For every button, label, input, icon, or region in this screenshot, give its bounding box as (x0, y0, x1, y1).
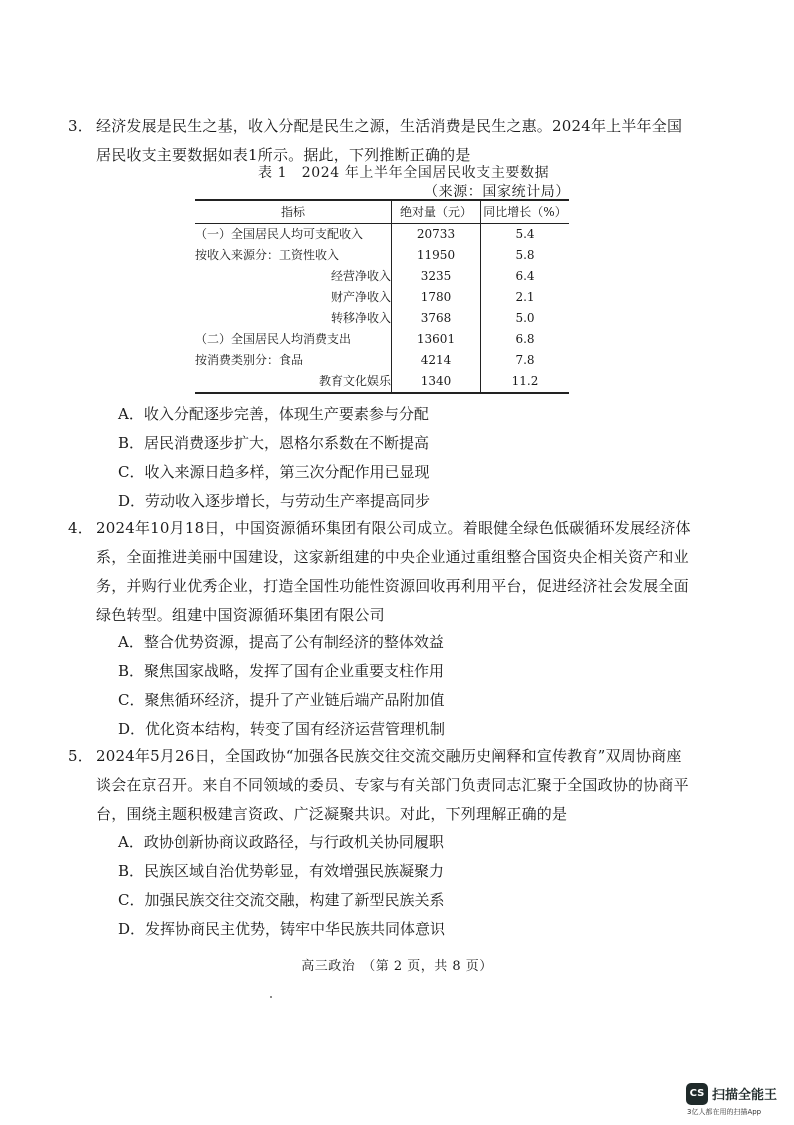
question-4-stem (68, 514, 696, 630)
table-row (195, 350, 569, 371)
table-row (195, 308, 569, 329)
row-label: 财产净收入 (195, 287, 392, 308)
camscanner-tagline: 3亿人都在用的扫描App (687, 1108, 762, 1116)
row-value: 20733 (392, 224, 481, 246)
header-absolute: 绝对量（元） (392, 200, 481, 224)
question-4-option-d: D．优化资本结构，转变了国有经济运营管理机制 (118, 720, 446, 738)
question-4-option-c: C．聚焦循环经济，提升了产业链后端产品附加值 (118, 691, 445, 709)
question-3-text: 经济发展是民生之基，收入分配是民生之源，生活消费是民生之惠。2024年上半年全国居民收支主要数据如表1所示。据此，下列推断正确的是 (96, 117, 683, 164)
row-value: 1340 (392, 371, 481, 393)
row-label: 经营净收入 (195, 266, 392, 287)
question-3-option-b: B．居民消费逐步扩大，恩格尔系数在不断提高 (118, 434, 430, 452)
question-5-text: 2024年5月26日，全国政协“加强各民族交往交流交融历史阐释和宣传教育”双周协商座谈会在京召开。来自不同领域的委员、专家与有关部门负责同志汇聚于全国政协的协商平台，围绕主题积极建言资政、广泛凝聚共识。对此，下列理解正确的是 (96, 747, 689, 823)
header-growth: 同比增长（%） (481, 200, 570, 224)
question-4-option-b: B．聚焦国家战略，发挥了国有企业重要支柱作用 (118, 662, 445, 680)
page-footer: 高三政治 （第 2 页，共 8 页） (301, 959, 493, 974)
table-row (195, 224, 569, 246)
question-5-option-b: B．民族区域自治优势彰显，有效增强民族凝聚力 (118, 862, 445, 880)
table-row (195, 287, 569, 308)
income-expenditure-table (195, 199, 569, 394)
question-4-text: 2024年10月18日，中国资源循环集团有限公司成立。着眼健全绿色低碳循环发展经济体系，全面推进美丽中国建设，这家新组建的中央企业通过重组整合国资央企相关资产和业务，并购行业优秀企业，打造全国性功能性资源回收再利用平台，促进经济社会发展全面绿色转型。组建中国资源循环集团有限公司 (96, 519, 691, 624)
table-row (195, 245, 569, 266)
row-value: 3768 (392, 308, 481, 329)
row-growth: 7.8 (515, 353, 535, 367)
row-growth: 5.8 (515, 248, 535, 262)
question-3-option-a: A．收入分配逐步完善，体现生产要素参与分配 (118, 405, 429, 423)
row-label: 按收入来源分：工资性收入 (195, 245, 392, 266)
row-growth: 5.4 (515, 227, 535, 241)
question-5-option-c: C．加强民族交往交流交融，构建了新型民族关系 (118, 891, 445, 909)
row-growth: 2.1 (515, 290, 535, 304)
row-value: 3235 (392, 266, 481, 287)
row-label: 教育文化娱乐 (195, 371, 392, 393)
row-value: 13601 (392, 329, 481, 350)
row-value: 1780 (392, 287, 481, 308)
question-5-number: 5． (68, 747, 93, 765)
question-4-number: 4． (68, 519, 93, 537)
row-label: （一）全国居民人均可支配收入 (195, 224, 392, 246)
table-1-source: （来源：国家统计局） (424, 184, 570, 200)
question-5-stem (68, 742, 696, 829)
question-5-option-a: A．政协创新协商议政路径，与行政机关协同履职 (118, 833, 444, 851)
row-value: 4214 (392, 350, 481, 371)
row-growth: 11.2 (511, 374, 539, 388)
row-growth: 5.0 (515, 311, 535, 325)
row-label: 转移净收入 (195, 308, 392, 329)
question-4-option-a: A．整合优势资源，提高了公有制经济的整体效益 (118, 633, 444, 651)
row-label: 按消费类别分：食品 (195, 350, 392, 371)
row-growth: 6.4 (515, 269, 535, 283)
header-indicator: 指标 (195, 200, 392, 224)
camscanner-logo-icon: CS (686, 1083, 708, 1105)
table-1-title: 表 1 2024 年上半年全国居民收支主要数据 (258, 165, 550, 181)
table-header-row (195, 200, 569, 224)
question-3-option-d: D．劳动收入逐步增长，与劳动生产率提高同步 (118, 492, 431, 510)
row-value: 11950 (392, 245, 481, 266)
question-3-option-c: C．收入来源日趋多样，第三次分配作用已显现 (118, 463, 430, 481)
table-row (195, 371, 569, 393)
row-label: （二）全国居民人均消费支出 (195, 329, 392, 350)
camscanner-name: 扫描全能王 (712, 1088, 778, 1103)
table-row (195, 266, 569, 287)
scan-speck (270, 996, 272, 998)
question-5-option-d: D．发挥协商民主优势，铸牢中华民族共同体意识 (118, 920, 446, 938)
question-3-number: 3． (68, 117, 93, 135)
table-row (195, 329, 569, 350)
row-growth: 6.8 (515, 332, 535, 346)
